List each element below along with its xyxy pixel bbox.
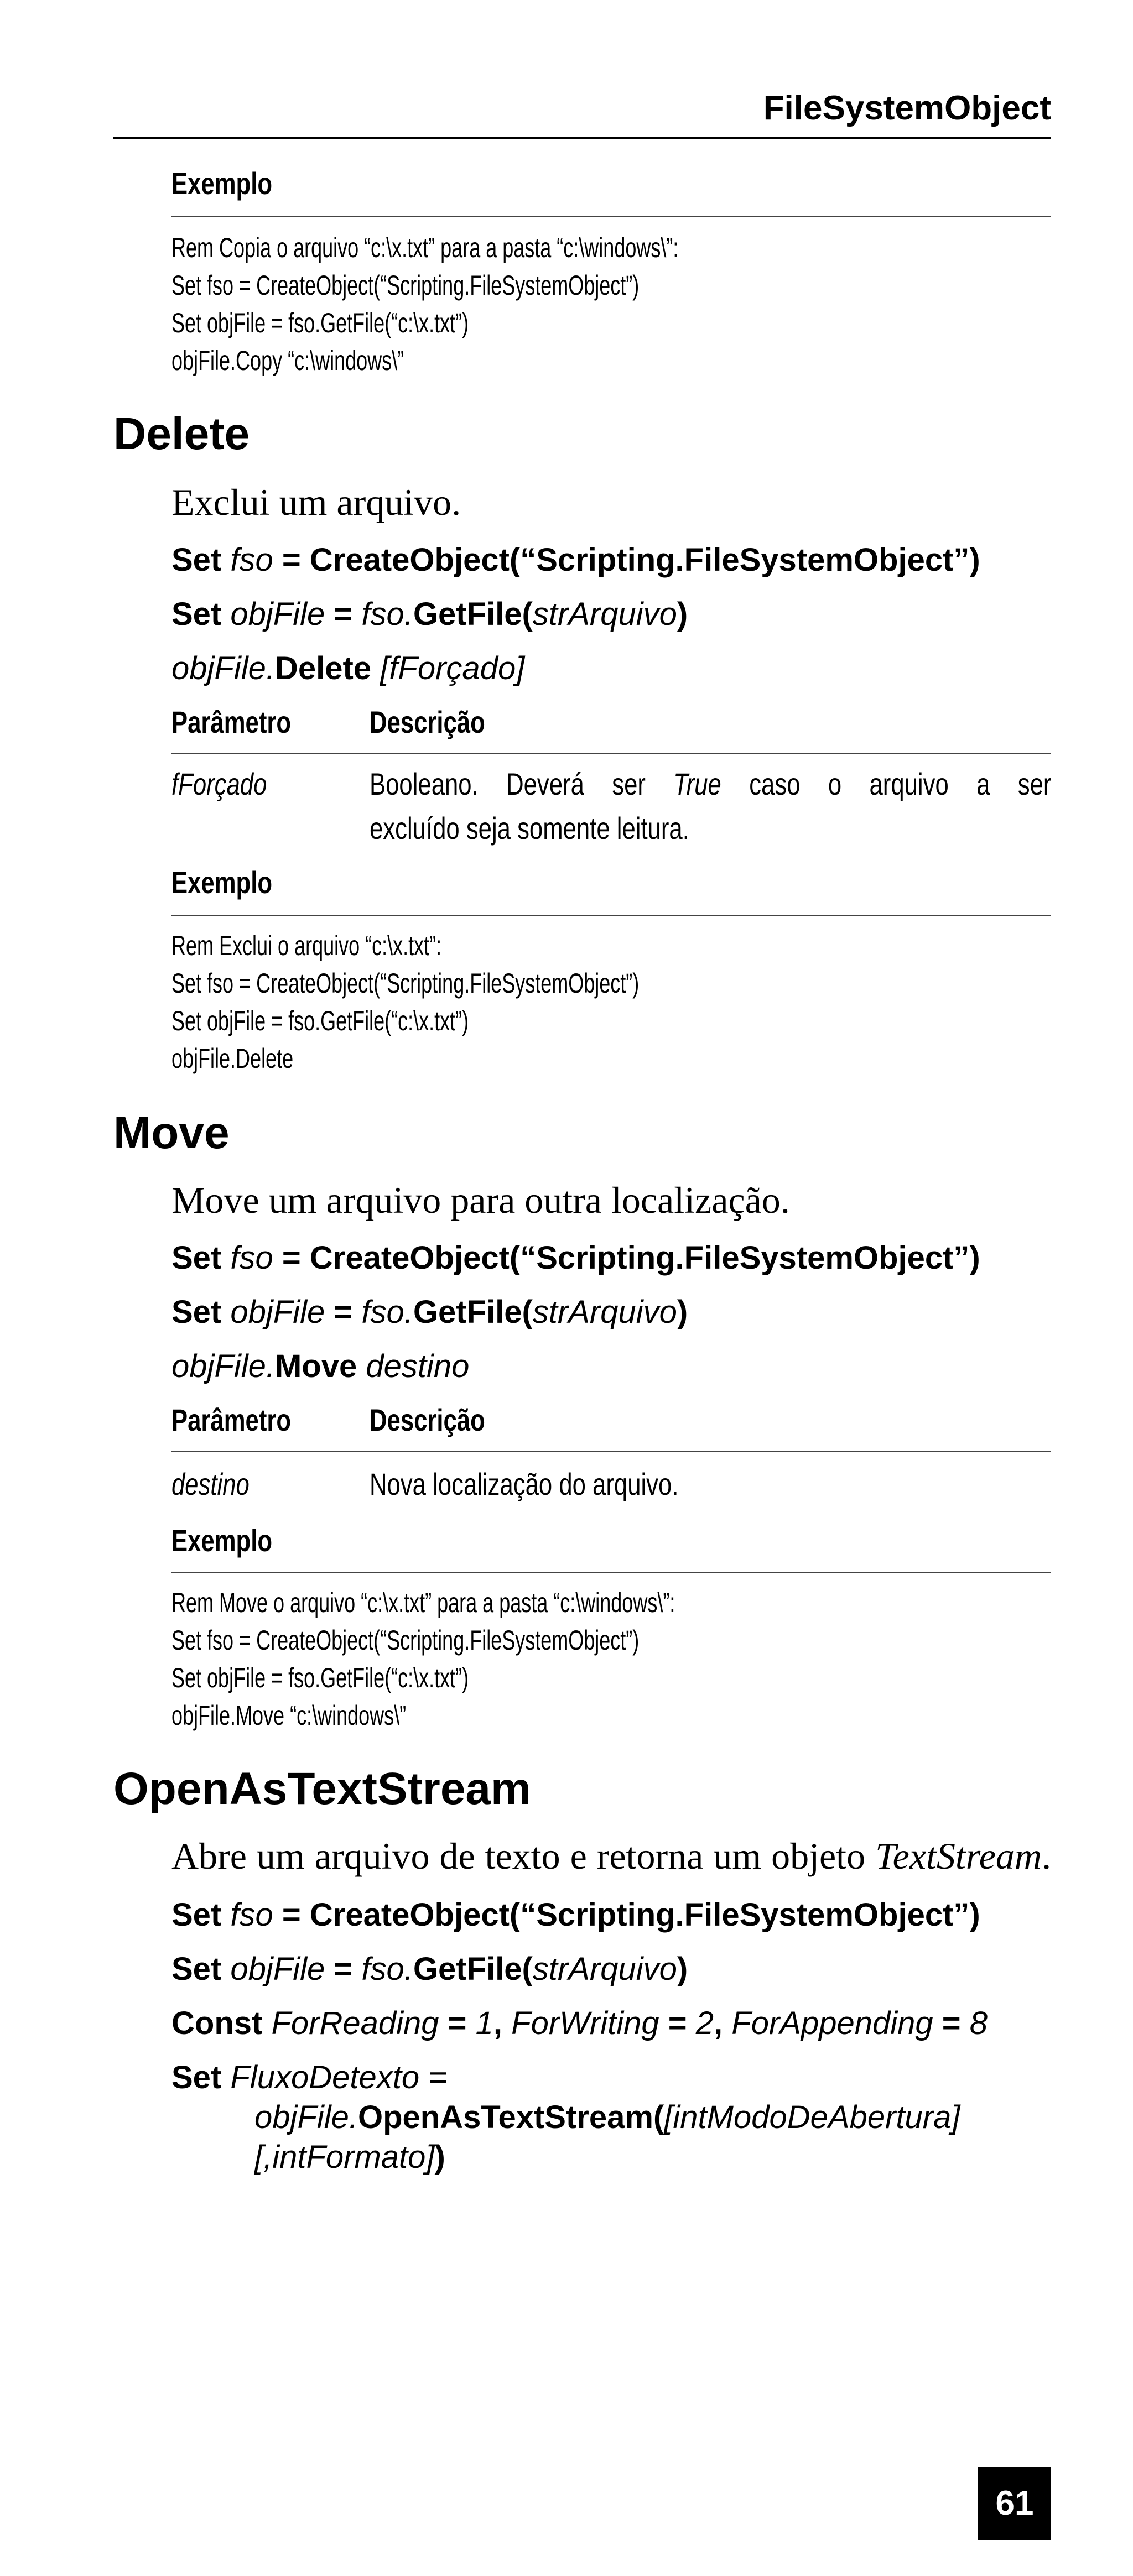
keyword: Set (171, 596, 222, 632)
variable: objFile (230, 596, 325, 632)
argument: [intModoDeAbertura] (664, 2099, 960, 2135)
argument: [,intFormato] (254, 2139, 435, 2175)
argument: destino (366, 1348, 470, 1384)
keyword: Set (171, 1240, 222, 1276)
open-title: OpenAsTextStream (113, 1764, 531, 1814)
copy-example-heading: Exemplo (171, 166, 273, 201)
comma: , (714, 2005, 723, 2041)
paren: ) (677, 1951, 688, 1987)
method: GetFile( (413, 1951, 533, 1987)
open-syntax-line-2 (171, 1953, 688, 1985)
variable: fso (230, 542, 273, 578)
param-desc: Nova localização do arquivo. (370, 1467, 679, 1501)
move-syntax-line-2 (171, 1296, 688, 1328)
keyword: Set (171, 1951, 222, 1987)
delete-syntax-line-2 (171, 598, 688, 630)
move-example-code (171, 1584, 675, 1734)
delete-title: Delete (113, 409, 250, 459)
open-syntax-line-3 (171, 2007, 988, 2040)
constant: ForAppending (731, 2005, 933, 2041)
method: GetFile( (413, 596, 533, 632)
code-line: objFile.Copy “c:\windows\” (171, 345, 404, 376)
copy-example-rule (171, 216, 1051, 217)
variable: objFile. (171, 650, 275, 686)
open-syntax-line-4 (171, 2059, 960, 2175)
comma: , (493, 2005, 503, 2041)
move-description: Move um arquivo para outra localização. (171, 1179, 790, 1221)
running-header: FileSystemObject (763, 89, 1051, 127)
expression: = CreateObject(“Scripting.FileSystemObject”) (282, 1240, 980, 1276)
constant: ForReading (271, 2005, 439, 2041)
delete-syntax-line-1 (171, 544, 980, 576)
move-syntax-line-1 (171, 1242, 980, 1274)
paren: ) (434, 2139, 445, 2175)
variable: objFile. (171, 1348, 275, 1384)
variable: fso. (361, 1294, 413, 1330)
expression: = CreateObject(“Scripting.FileSystemObject”) (282, 1897, 980, 1933)
code-line: Set objFile = fso.GetFile(“c:\x.txt”) (171, 1662, 469, 1693)
header-rule (113, 137, 1051, 139)
code-line: objFile.Move “c:\windows\” (171, 1700, 407, 1731)
variable: objFile. (254, 2099, 358, 2135)
code-line: Rem Exclui o arquivo “c:\x.txt”: (171, 930, 442, 961)
operator: = (334, 1294, 353, 1330)
value: 2 (695, 2005, 714, 2041)
value: 8 (969, 2005, 988, 2041)
move-example-rule (171, 1572, 1051, 1573)
move-param-row (171, 1469, 1051, 1500)
method: Delete (274, 650, 372, 686)
constant: ForWriting (511, 2005, 659, 2041)
param-header-name: Parâmetro (171, 705, 292, 739)
operator: = (448, 2005, 467, 2041)
delete-syntax-line-3 (171, 650, 525, 686)
code-line: objFile.Delete (171, 1043, 294, 1074)
delete-example-code (171, 927, 639, 1077)
operator: = (942, 2005, 961, 2041)
code-line: Set fso = CreateObject(“Scripting.FileSystemObject”) (171, 270, 640, 301)
delete-param-header (171, 707, 1051, 738)
open-description: Abre um arquivo de texto e retorna um objeto TextStream. (171, 1835, 1052, 1877)
keyword: Set (171, 542, 222, 578)
keyword: Set (171, 1294, 222, 1330)
code-line: Set objFile = fso.GetFile(“c:\x.txt”) (171, 307, 469, 338)
keyword: Const (171, 2005, 263, 2041)
param-header-desc: Descrição (370, 1402, 485, 1437)
code-line: Set objFile = fso.GetFile(“c:\x.txt”) (171, 1005, 469, 1036)
argument: strArquivo (532, 596, 677, 632)
variable: fso. (361, 596, 413, 632)
param-header-desc: Descrição (370, 705, 485, 739)
param-desc-line-1: Booleano. Deverá ser True caso o arquivo a ser (370, 766, 1052, 801)
method: Move (274, 1348, 357, 1384)
open-syntax-continuation (171, 2099, 960, 2135)
variable: FluxoDetexto = (230, 2059, 448, 2095)
variable: objFile (230, 1294, 325, 1330)
variable: fso. (361, 1951, 413, 1987)
page-number: 61 (978, 2467, 1051, 2540)
move-title: Move (113, 1108, 230, 1158)
variable: fso (230, 1897, 273, 1933)
param-desc-true: True (673, 766, 721, 801)
variable: objFile (230, 1951, 325, 1987)
argument: [fForçado] (380, 650, 525, 686)
move-param-rule (171, 1451, 1051, 1452)
copy-example-code (171, 229, 678, 379)
delete-description: Exclui um arquivo. (171, 481, 461, 523)
paren: ) (677, 1294, 688, 1330)
param-desc-line-2: excluído seja somente leitura. (370, 811, 689, 846)
textstream-term: TextStream (875, 1835, 1042, 1877)
delete-example-rule (171, 915, 1051, 916)
operator: = (668, 2005, 687, 2041)
param-name: destino (171, 1467, 250, 1501)
argument: strArquivo (532, 1294, 677, 1330)
paren: ) (677, 596, 688, 632)
move-param-header (171, 1402, 1051, 1437)
move-example-heading: Exemplo (171, 1523, 273, 1558)
code-line: Rem Move o arquivo “c:\x.txt” para a pasta “c:\windows\”: (171, 1587, 675, 1618)
operator: = (334, 1951, 353, 1987)
value: 1 (475, 2005, 493, 2041)
operator: = (334, 596, 353, 632)
delete-example-heading: Exemplo (171, 865, 273, 900)
method: GetFile( (413, 1294, 533, 1330)
keyword: Set (171, 2059, 222, 2095)
delete-param-row (171, 766, 1052, 846)
param-header-name: Parâmetro (171, 1402, 292, 1437)
code-line: Rem Copia o arquivo “c:\x.txt” para a pasta “c:\windows\”: (171, 232, 679, 263)
param-name: fForçado (171, 766, 267, 801)
variable: fso (230, 1240, 273, 1276)
delete-param-rule (171, 753, 1051, 754)
keyword: Set (171, 1897, 222, 1933)
move-syntax-line-3 (171, 1350, 469, 1383)
method: OpenAsTextStream( (357, 2099, 664, 2135)
open-syntax-line-1 (171, 1899, 980, 1931)
open-syntax-continuation-2 (171, 2141, 960, 2173)
code-line: Set fso = CreateObject(“Scripting.FileSystemObject”) (171, 968, 640, 999)
code-line: Set fso = CreateObject(“Scripting.FileSystemObject”) (171, 1625, 640, 1656)
expression: = CreateObject(“Scripting.FileSystemObject”) (282, 542, 980, 578)
argument: strArquivo (532, 1951, 677, 1987)
